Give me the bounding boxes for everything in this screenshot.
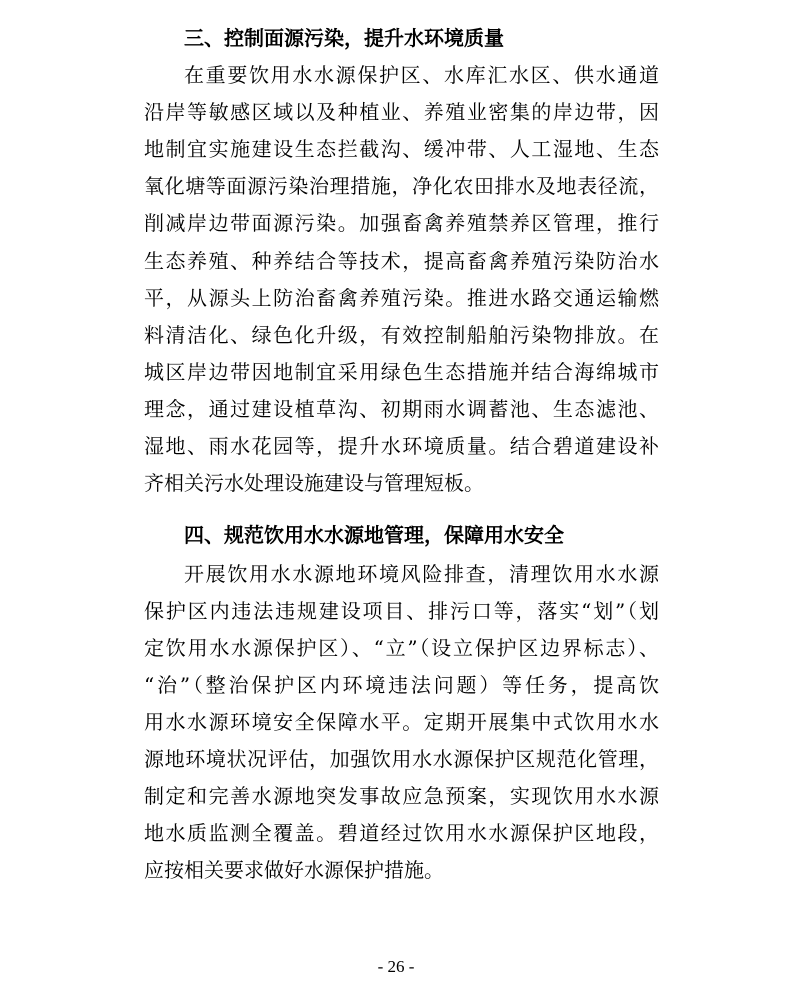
section-heading-4: 四、规范饮用水水源地管理，保障用水安全: [184, 523, 564, 547]
page-number: - 26 -: [377, 957, 415, 976]
paragraph-line: 生态养殖、种养结合等技术，提高畜禽养殖污染防治水: [144, 249, 659, 273]
paragraph-line: 沿岸等敏感区域以及种植业、养殖业密集的岸边带，因: [144, 100, 659, 124]
paragraph-line: 料清洁化、绿色化升级，有效控制船舶污染物排放。在: [144, 323, 659, 347]
paragraph-line: 城区岸边带因地制宜采用绿色生态措施并结合海绵城市: [144, 360, 659, 384]
paragraph-line: 氧化塘等面源污染治理措施，净化农田排水及地表径流，: [144, 174, 659, 198]
paragraph-line: 保护区内违法违规建设项目、排污口等，落实“划”（划: [144, 599, 659, 623]
paragraph-line: 理念，通过建设植草沟、初期雨水调蓄池、生态滤池、: [144, 397, 659, 421]
paragraph-line: 地水质监测全覆盖。碧道经过饮用水水源保护区地段，: [144, 821, 659, 845]
paragraph-line: 在重要饮用水水源保护区、水库汇水区、供水通道: [184, 63, 659, 87]
paragraph-line: “治”（整治保护区内环境违法问题）等任务，提高饮: [144, 673, 659, 697]
paragraph-line: 制定和完善水源地突发事故应急预案，实现饮用水水源: [144, 784, 659, 808]
paragraph-line: 定饮用水水源保护区）、“立”（设立保护区边界标志）、: [144, 636, 659, 660]
section-heading-3: 三、控制面源污染，提升水环境质量: [184, 26, 504, 50]
paragraph-line: 开展饮用水水源地环境风险排查，清理饮用水水源: [184, 562, 659, 586]
paragraph-line: 地制宜实施建设生态拦截沟、缓冲带、人工湿地、生态: [144, 137, 659, 161]
paragraph-line: 源地环境状况评估，加强饮用水水源保护区规范化管理，: [144, 747, 659, 771]
paragraph-line: 齐相关污水处理设施建设与管理短板。: [144, 471, 484, 495]
paragraph-line: 应按相关要求做好水源保护措施。: [144, 858, 444, 882]
paragraph-line: 平，从源头上防治畜禽养殖污染。推进水路交通运输燃: [144, 286, 659, 310]
paragraph-line: 湿地、雨水花园等，提升水环境质量。结合碧道建设补: [144, 434, 659, 458]
paragraph-line: 削减岸边带面源污染。加强畜禽养殖禁养区管理，推行: [144, 211, 659, 235]
paragraph-line: 用水水源环境安全保障水平。定期开展集中式饮用水水: [144, 710, 659, 734]
